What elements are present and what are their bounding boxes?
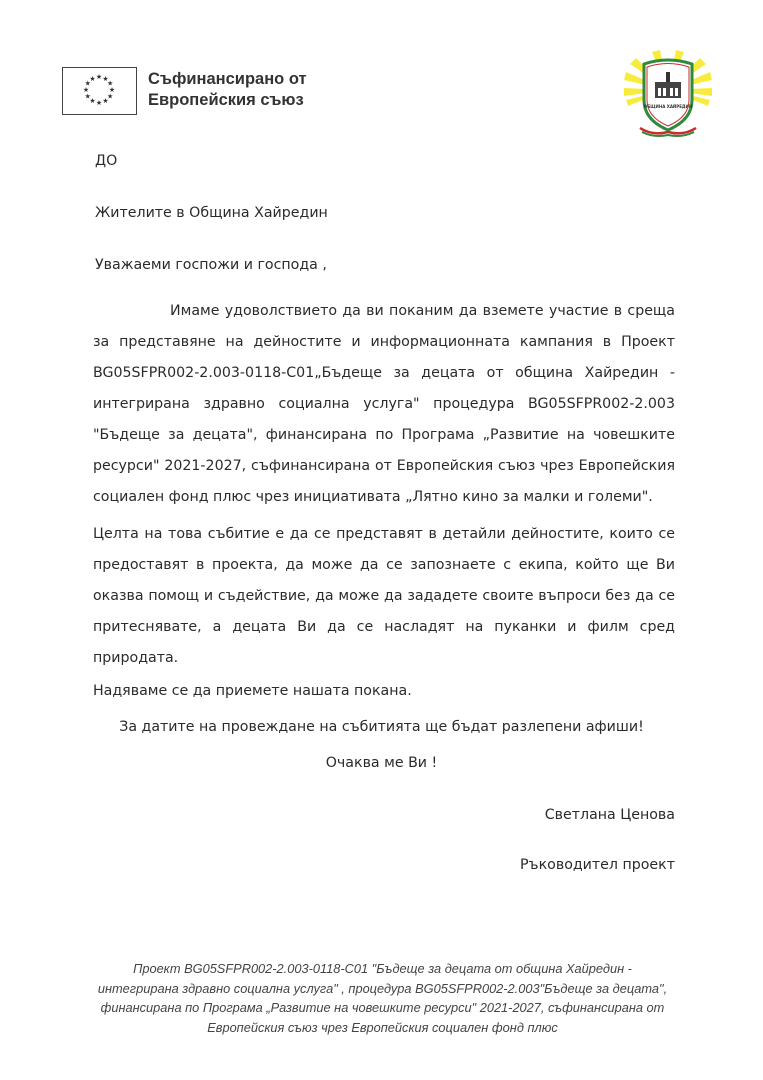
eu-flag-icon (62, 67, 137, 115)
dates-notice: За датите на провеждане на събитията ще бъдат разлепени афиши! (119, 719, 644, 735)
signatory-title: Ръководител проект (520, 857, 675, 873)
closing-line: Надяваме се да приемете нашата покана. (93, 683, 412, 699)
svg-text:★: ★ (84, 92, 91, 101)
purpose-paragraph: Целта на това събитие е да се представят в детайли дейностите, които се предоставят в проекта, да може да се запознаете с екипа, който ще Ви оказва помощ и съдействие, да може да зададете своите въпроси без да се притеснявате, а децата Ви да се насладят на пуканки и филм сред природата. (93, 526, 675, 666)
greeting: Уважаеми госпожи и господа , (95, 257, 327, 273)
invitation-paragraph: Имаме удоволствието да ви поканим да вземете участие в среща за представяне на дейностите и информационната кампания в Проект BG05SFPR002-2.003-0118-C01„Бъдеще за децата от община Хайредин - интегрирана здравно социална услуга" процедура BG05SFPR002-2.003 "Бъдеще за децата", финансирана по Програма „Развитие на човешките ресурси" 2021-2027, съфинансирана от Европейския съюз чрез Европейския социален фонд плюс чрез инициативата „Лятно кино за малки и големи". (93, 303, 675, 505)
signatory-name: Светлана Ценова (544, 807, 675, 823)
svg-text:★: ★ (95, 73, 103, 81)
recipient: Жителите в Община Хайредин (95, 205, 328, 221)
eu-label-line1: Съфинансирано от (148, 70, 307, 88)
eu-label-line2: Европейския съюз (148, 91, 304, 109)
expect-line: Очаква ме Ви ! (325, 755, 438, 771)
addressee-label: ДО (95, 153, 118, 169)
svg-text:★: ★ (89, 74, 96, 83)
svg-text:★: ★ (84, 79, 91, 88)
svg-text:★: ★ (107, 79, 114, 88)
svg-text:★: ★ (89, 97, 96, 106)
svg-text:★: ★ (95, 99, 103, 107)
eu-cofunded-label (148, 69, 307, 111)
municipality-crest-icon (622, 50, 714, 138)
svg-text:★: ★ (102, 74, 109, 83)
svg-text:★: ★ (102, 97, 109, 106)
letter-body (93, 150, 675, 876)
crest-caption: ОБЩИНА ХАЙРЕДИН (643, 104, 693, 109)
svg-text:★: ★ (107, 92, 114, 101)
project-footer: Проект BG05SFPR002-2.003-0118-C01 "Бъдеще за децата от община Хайредин - интегрирана здравно социална услуга" , процедура BG05SFPR002-2.003"Бъдеще за децата", финансирана по Програма „Развитие на човешките ресурси" 2021-2027, съфинансирана от Европейския съюз чрез Европейския социален фонд плюс (97, 961, 668, 1035)
svg-text:★: ★ (108, 86, 116, 94)
svg-text:★: ★ (82, 86, 90, 94)
